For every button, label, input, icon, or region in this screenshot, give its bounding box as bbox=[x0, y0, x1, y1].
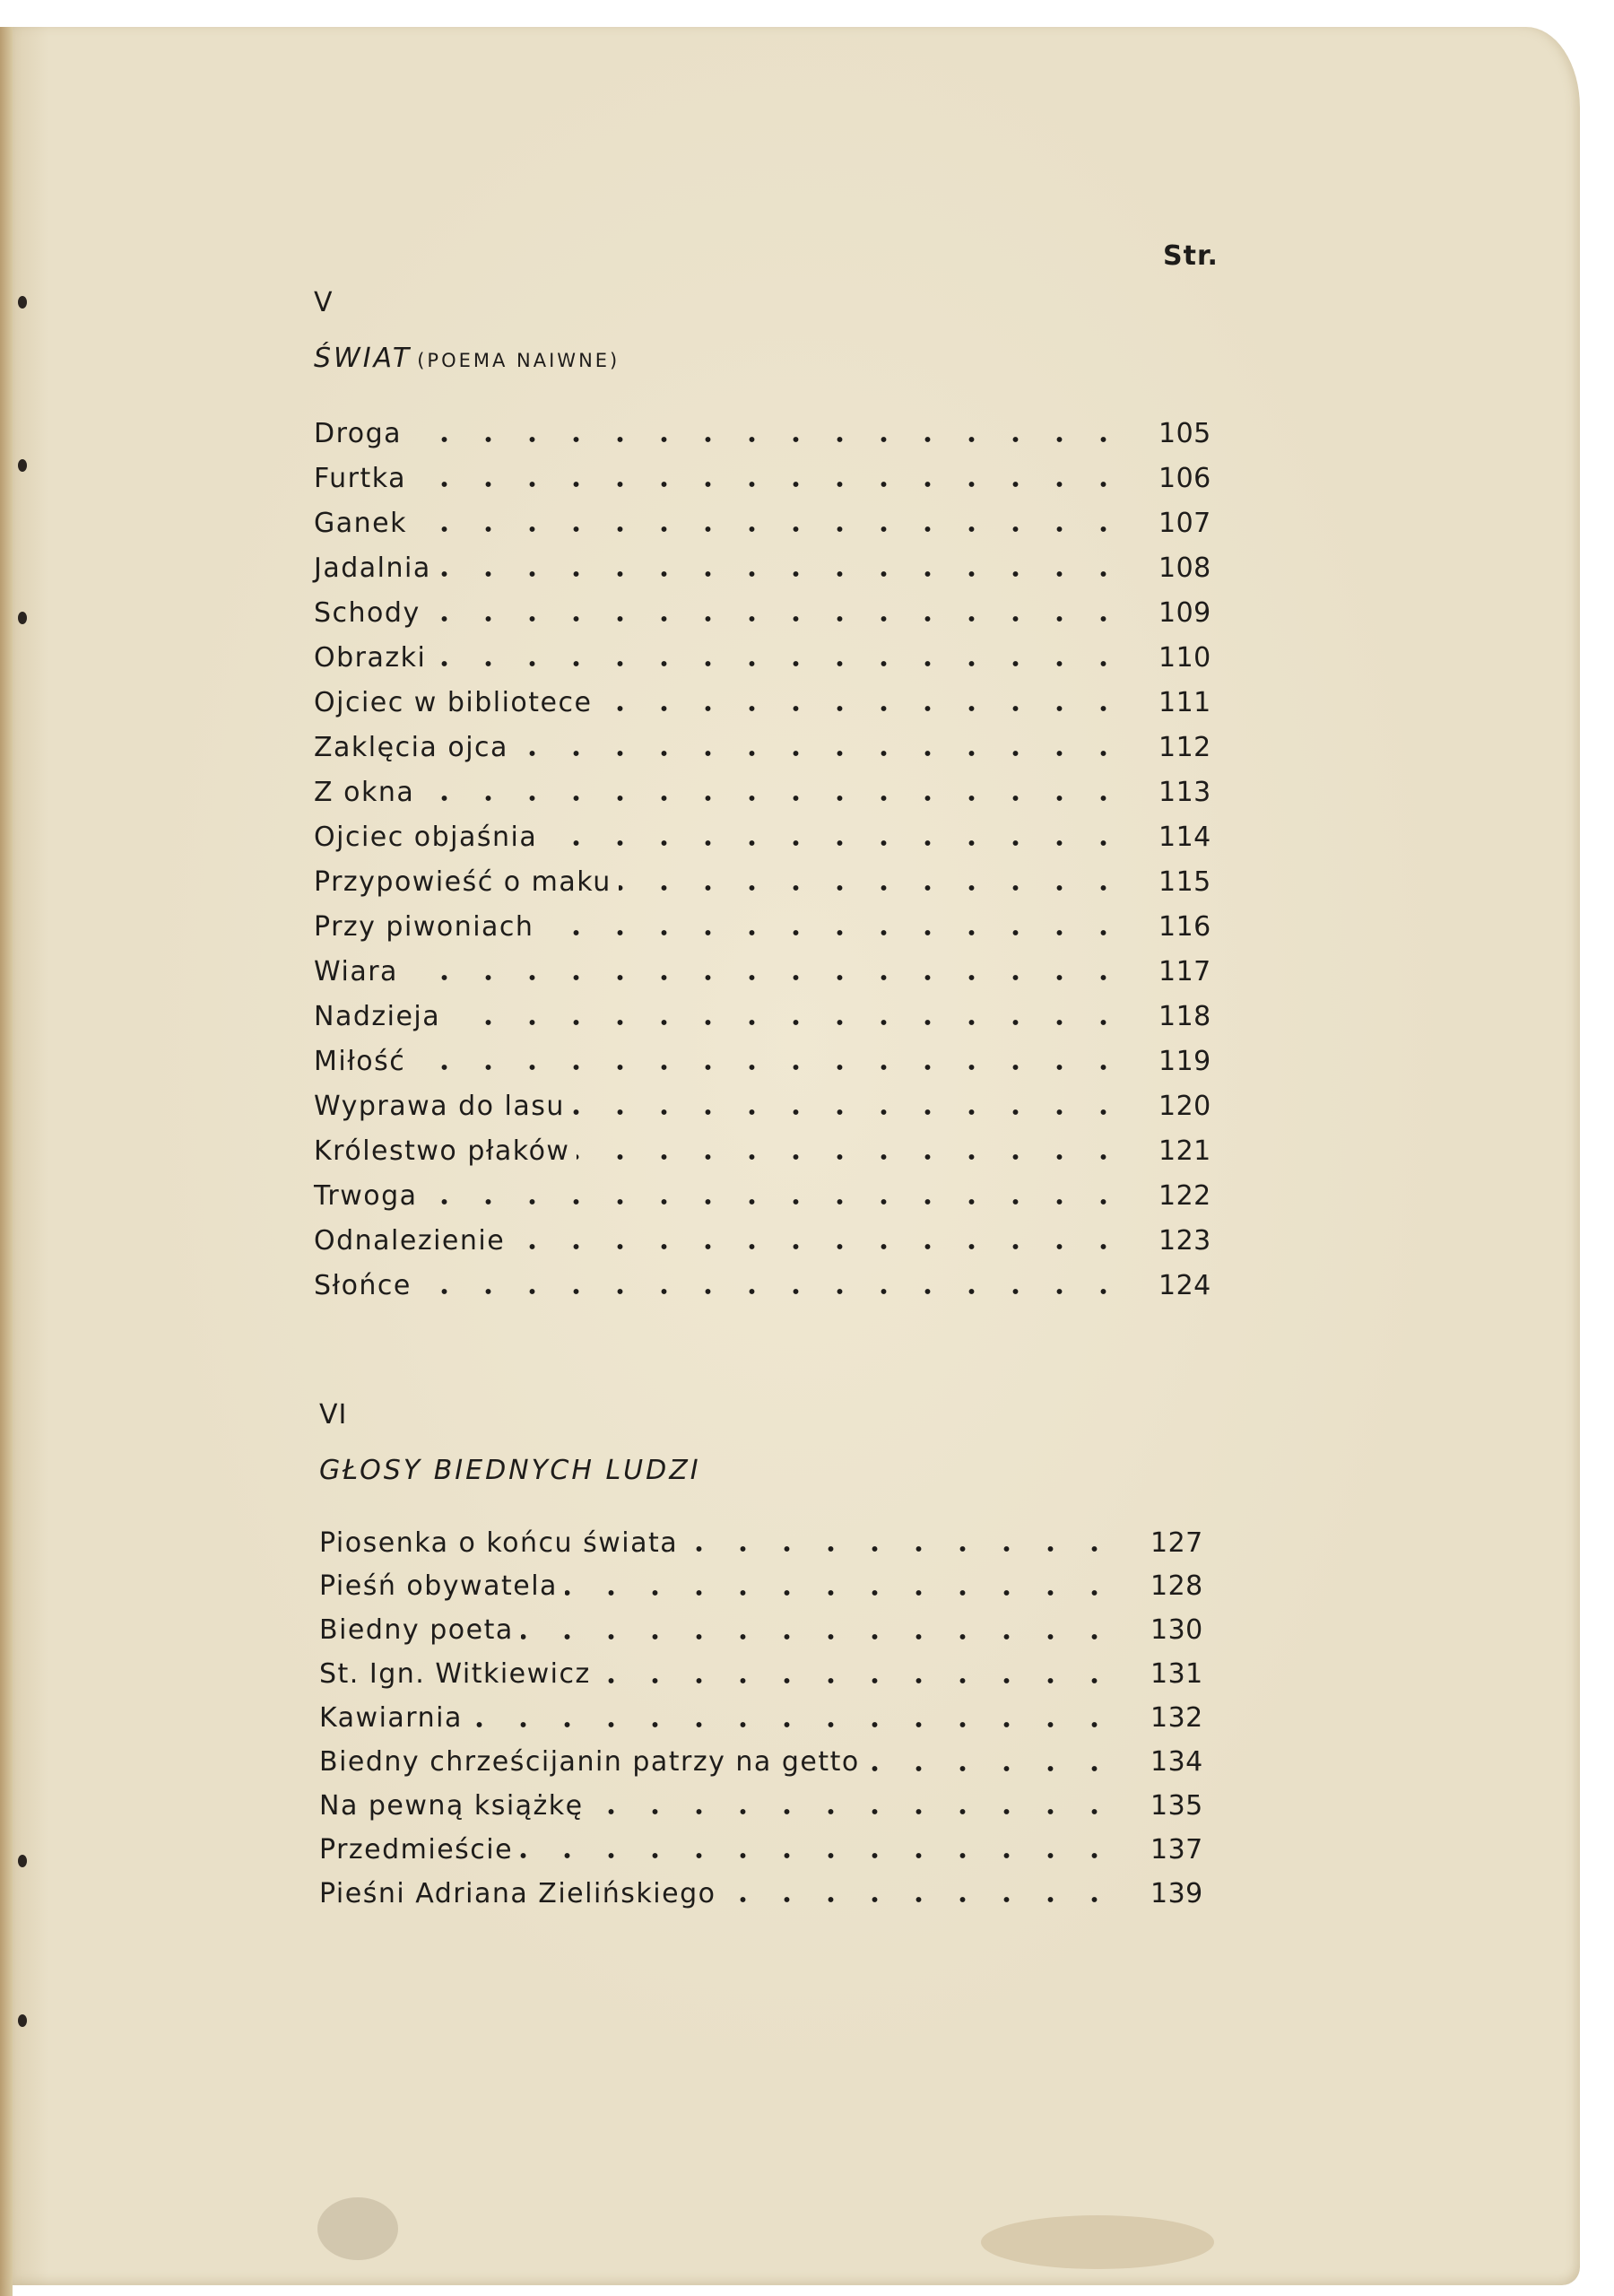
toc-entry-title: Wyprawa do lasu bbox=[314, 1090, 565, 1122]
toc-entry-title: Przedmieście bbox=[319, 1833, 514, 1866]
toc-entry bbox=[0, 1133, 1255, 1169]
toc-entry-title: Wiara bbox=[314, 955, 398, 987]
dot-leader bbox=[421, 794, 1125, 803]
toc-entry-title: Królestwo płaków bbox=[314, 1135, 570, 1167]
toc-entry-page: 112 bbox=[1158, 731, 1211, 763]
dot-leader bbox=[591, 1807, 1116, 1816]
page-column-label: Str. bbox=[1163, 240, 1219, 272]
toc-entry bbox=[0, 1222, 1255, 1258]
dot-leader bbox=[723, 1895, 1116, 1904]
toc-entry-page: 115 bbox=[1158, 865, 1211, 898]
toc-entry-page: 114 bbox=[1158, 821, 1211, 853]
toc-entry-page: 117 bbox=[1158, 955, 1211, 987]
toc-entry bbox=[0, 1525, 1255, 1561]
paper-stain bbox=[981, 2215, 1214, 2269]
toc-entry-title: Miłość bbox=[314, 1045, 406, 1077]
dot-leader bbox=[521, 1632, 1116, 1641]
dot-leader bbox=[414, 525, 1125, 534]
toc-entry bbox=[0, 1088, 1255, 1124]
toc-entry bbox=[0, 505, 1255, 541]
toc-entry-title: Trwoga bbox=[314, 1179, 418, 1212]
toc-entry-page: 131 bbox=[1150, 1658, 1203, 1691]
toc-entry bbox=[0, 595, 1255, 631]
dot-leader bbox=[598, 1676, 1116, 1685]
dot-leader bbox=[409, 435, 1125, 444]
toc-entry-title: Jadalnia bbox=[314, 552, 431, 584]
toc-entry bbox=[0, 639, 1255, 675]
toc-entry-title: Ojciec objaśnia bbox=[314, 821, 538, 853]
toc-entry bbox=[0, 1787, 1255, 1823]
toc-entry-page: 116 bbox=[1158, 910, 1211, 943]
toc-entry-page: 130 bbox=[1150, 1614, 1203, 1647]
toc-entry-title: Słońce bbox=[314, 1269, 412, 1301]
toc-entry-page: 106 bbox=[1158, 462, 1211, 494]
toc-entry bbox=[0, 1657, 1255, 1692]
toc-entry bbox=[0, 998, 1255, 1034]
toc-entry-title: Pieśni Adriana Zielińskiego bbox=[319, 1877, 716, 1909]
paper-stain bbox=[317, 2197, 398, 2260]
toc-entry-page: 122 bbox=[1158, 1179, 1211, 1212]
toc-entry-title: Droga bbox=[314, 417, 403, 449]
toc-entry-page: 139 bbox=[1150, 1877, 1203, 1909]
toc-entry-title: Pieśń obywatela bbox=[319, 1570, 558, 1603]
toc-entry bbox=[0, 1613, 1255, 1648]
toc-entry-title: Przy piwoniach bbox=[314, 910, 534, 943]
toc-entry-page: 110 bbox=[1158, 641, 1211, 674]
toc-entry bbox=[0, 1875, 1255, 1911]
section-title-text: GŁOSY BIEDNYCH LUDZI bbox=[319, 1455, 701, 1486]
dot-leader bbox=[433, 659, 1125, 668]
toc-entry-title: Ganek bbox=[314, 507, 407, 539]
toc-entry-page: 132 bbox=[1150, 1702, 1203, 1735]
toc-entry-title: Obrazki bbox=[314, 641, 427, 674]
toc-entry-page: 107 bbox=[1158, 507, 1211, 539]
toc-entry bbox=[0, 953, 1255, 989]
dot-leader bbox=[544, 839, 1125, 848]
toc-entry-page: 120 bbox=[1158, 1090, 1211, 1122]
dot-leader bbox=[447, 1018, 1125, 1027]
toc-entry bbox=[0, 460, 1255, 496]
dot-leader bbox=[412, 1063, 1125, 1072]
toc-entry-title: Zaklęcia ojca bbox=[314, 731, 508, 763]
toc-entry bbox=[0, 864, 1255, 900]
dot-leader bbox=[619, 883, 1125, 892]
toc-entry-page: 121 bbox=[1158, 1135, 1211, 1167]
dot-leader bbox=[565, 1588, 1116, 1597]
toc-entry bbox=[0, 1831, 1255, 1867]
toc-entry-title: Na pewną książkę bbox=[319, 1789, 584, 1822]
dot-leader bbox=[867, 1764, 1116, 1773]
toc-entry bbox=[0, 1267, 1255, 1303]
toc-entry-title: Schody bbox=[314, 596, 421, 629]
toc-entry bbox=[0, 415, 1255, 451]
toc-entry-page: 108 bbox=[1158, 552, 1211, 584]
toc-entry-title: Kawiarnia bbox=[319, 1702, 463, 1735]
toc-entry-title: Biedny poeta bbox=[319, 1614, 514, 1647]
toc-entry bbox=[0, 1178, 1255, 1213]
dot-leader bbox=[572, 1108, 1125, 1117]
section-title-text: ŚWIAT bbox=[314, 343, 412, 374]
toc-entry bbox=[0, 1569, 1255, 1605]
toc-entry-page: 113 bbox=[1158, 776, 1211, 808]
binding-hole bbox=[18, 2014, 27, 2027]
section-title bbox=[319, 1455, 701, 1486]
dot-leader bbox=[577, 1152, 1125, 1161]
toc-entry bbox=[0, 729, 1255, 765]
toc-entry-page: 128 bbox=[1150, 1570, 1203, 1603]
toc-entry-page: 118 bbox=[1158, 1000, 1211, 1032]
dot-leader bbox=[685, 1544, 1116, 1553]
binding-hole bbox=[18, 296, 27, 309]
dot-leader bbox=[405, 973, 1125, 982]
toc-entry bbox=[0, 550, 1255, 586]
section-number: VI bbox=[319, 1399, 348, 1431]
dot-leader bbox=[419, 1287, 1125, 1296]
toc-entry-page: 119 bbox=[1158, 1045, 1211, 1077]
toc-entry-title: Odnalezienie bbox=[314, 1224, 506, 1257]
section-title bbox=[314, 343, 620, 374]
toc-entry bbox=[0, 684, 1255, 720]
toc-entry-page: 123 bbox=[1158, 1224, 1211, 1257]
dot-leader bbox=[520, 1851, 1116, 1860]
toc-entry-title: Piosenka o końcu świata bbox=[319, 1526, 679, 1559]
dot-leader bbox=[470, 1720, 1116, 1729]
dot-leader bbox=[413, 480, 1125, 489]
toc-entry-page: 124 bbox=[1158, 1269, 1211, 1301]
toc-entry-page: 127 bbox=[1150, 1526, 1203, 1559]
dot-leader bbox=[428, 614, 1125, 623]
toc-entry bbox=[0, 819, 1255, 855]
toc-entry-title: Z okna bbox=[314, 776, 415, 808]
toc-entry-page: 137 bbox=[1150, 1833, 1203, 1866]
toc-entry bbox=[0, 774, 1255, 810]
toc-entry-page: 134 bbox=[1150, 1746, 1203, 1778]
dot-leader bbox=[599, 704, 1125, 713]
section-subtitle: (POEMA NAIWNE) bbox=[417, 350, 620, 371]
toc-entry-title: Przypowieść o maku bbox=[314, 865, 612, 898]
toc-entry bbox=[0, 909, 1255, 944]
toc-entry-title: St. Ign. Witkiewicz bbox=[319, 1658, 591, 1691]
toc-entry-title: Ojciec w bibliotece bbox=[314, 686, 593, 718]
toc-entry bbox=[0, 1043, 1255, 1079]
toc-entry-page: 111 bbox=[1158, 686, 1211, 718]
toc-entry-title: Nadzieja bbox=[314, 1000, 441, 1032]
section-number: V bbox=[314, 287, 334, 318]
toc-entry bbox=[0, 1700, 1255, 1736]
toc-entry-page: 109 bbox=[1158, 596, 1211, 629]
toc-entry-title: Furtka bbox=[314, 462, 406, 494]
toc-entry bbox=[0, 1744, 1255, 1780]
toc-entry-title: Biedny chrześcijanin patrzy na getto bbox=[319, 1746, 860, 1778]
dot-leader bbox=[516, 749, 1125, 758]
dot-leader bbox=[512, 1242, 1125, 1251]
dot-leader bbox=[438, 570, 1125, 578]
toc-entry-page: 105 bbox=[1158, 417, 1211, 449]
toc-entry-page: 135 bbox=[1150, 1789, 1203, 1822]
dot-leader bbox=[425, 1197, 1125, 1206]
dot-leader bbox=[541, 928, 1125, 937]
